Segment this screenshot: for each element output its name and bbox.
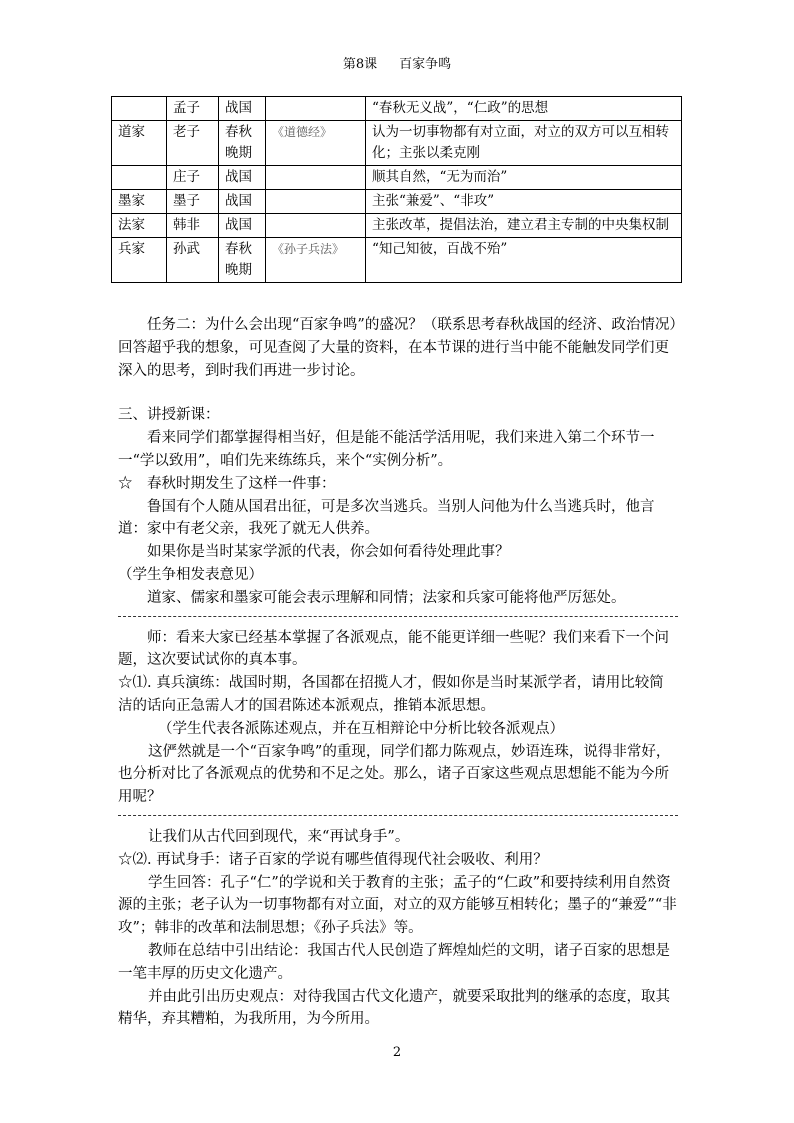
paragraph: 看来同学们都掌握得相当好，但是能不能活学活用呢，我们来进入第二个环节一一“学以致用”，咱们先来练练兵，来个“实例分析”。 xyxy=(118,430,655,469)
era-cell: 战国 xyxy=(219,166,266,190)
view-cell: 主张“兼爱”、“非攻” xyxy=(366,190,682,214)
paragraph: （学生争相发表意见） xyxy=(118,566,263,583)
paragraph: 让我们从古代回到现代，来“再试身手”。 xyxy=(148,828,410,845)
person-cell: 墨子 xyxy=(167,190,219,214)
school-cell: 兵家 xyxy=(112,238,167,283)
table-row xyxy=(112,121,682,166)
view-cell: “春秋无义战”，“仁政”的思想 xyxy=(366,97,682,121)
person-cell: 孙武 xyxy=(167,238,219,283)
paragraph: ☆ 春秋时期发生了这样一件事： xyxy=(118,475,336,492)
view-cell: 主张改革，提倡法治，建立君主专制的中央集权制 xyxy=(366,214,682,238)
page-header xyxy=(0,53,794,72)
paragraph: （学生代表各派陈述观点，并在互相辩论中分析比较各派观点） xyxy=(158,720,564,737)
schools-table xyxy=(111,96,682,283)
paragraph: 并由此引出历史观点：对待我国古代文化遗产，就要采取批判的继承的态度，取其精华，弃其糟粕，为我所用，为今所用。 xyxy=(118,988,670,1028)
era-cell: 春秋晚期 xyxy=(219,238,266,283)
lesson-number: 第8课 xyxy=(342,57,378,72)
section3-heading: 三、讲授新课： xyxy=(118,407,220,424)
person-cell: 孟子 xyxy=(167,97,219,121)
paragraph: 这俨然就是一个“百家争鸣”的重现，同学们都力陈观点，妙语连珠，说得非常好，也分析对比了各派观点的优势和不足之处。那么，诸子百家这些观点思想能不能为今所用呢？ xyxy=(118,743,671,806)
book-cell xyxy=(266,166,366,190)
book-cell xyxy=(266,190,366,214)
school-cell xyxy=(112,166,167,190)
paragraph: 如果你是当时某家学派的代表，你会如何看待处理此事？ xyxy=(147,544,510,561)
paragraph: 师：看来大家已经基本掌握了各派观点，能不能更详细一些呢？我们来看下一个问题，这次要试试你的真本事。 xyxy=(118,629,669,669)
era-cell: 战国 xyxy=(219,190,266,214)
book-cell: 《孙子兵法》 xyxy=(266,238,366,283)
book-cell: 《道德经》 xyxy=(266,121,366,166)
era-cell: 战国 xyxy=(219,214,266,238)
school-cell: 墨家 xyxy=(112,190,167,214)
page-number: 2 xyxy=(392,1045,402,1060)
task2-paragraph: 任务二：为什么会出现“百家争鸣”的盛况？（联系思考春秋战国的经济、政治情况） 回答超乎我的想象，可见查阅了大量的资料，在本节课的进行当中能不能触发同学们更深入的思考，到时我们再进一步讨论。 xyxy=(118,317,692,379)
school-cell: 道家 xyxy=(112,121,167,166)
paragraph: 鲁国有个人随从国君出征，可是多次当逃兵。当别人问他为什么当逃兵时，他言道：家中有老父亲，我死了就无人供养。 xyxy=(118,498,655,538)
book-cell xyxy=(266,97,366,121)
era-cell: 战国 xyxy=(219,97,266,121)
person-cell: 老子 xyxy=(167,121,219,166)
paragraph: ☆⑴. 真兵演练：战国时期，各国都在招揽人才，假如你是当时某派学者，请用比较简洁的话向正急需人才的国君陈述本派观点，推销本派思想。 xyxy=(118,675,664,714)
dashed-divider xyxy=(118,616,678,617)
table-row xyxy=(112,97,682,121)
table-row xyxy=(112,190,682,214)
paragraph: 教师在总结中引出结论：我国古代人民创造了辉煌灿烂的文明，诸子百家的思想是一笔丰厚的历史文化遗产。 xyxy=(118,942,670,982)
school-cell: 法家 xyxy=(112,214,167,238)
view-cell: “知己知彼，百战不殆” xyxy=(366,238,682,283)
table-row xyxy=(112,166,682,190)
paragraph: 道家、儒家和墨家可能会表示理解和同情；法家和兵家可能将他严厉惩处。 xyxy=(147,589,626,606)
book-cell xyxy=(266,214,366,238)
lesson-body xyxy=(118,314,692,1031)
era-cell: 春秋晚期 xyxy=(219,121,266,166)
dashed-divider xyxy=(118,815,678,816)
lesson-title: 百家争鸣 xyxy=(399,57,452,72)
person-cell: 庄子 xyxy=(167,166,219,190)
school-cell xyxy=(112,97,167,121)
view-cell: 认为一切事物都有对立面，对立的双方可以互相转化；主张以柔克刚 xyxy=(366,121,682,166)
paragraph: 学生回答：孔子“仁”的学说和关于教育的主张；孟子的“仁政”和要持续利用自然资源的主张；老子认为一切事物都有对立面，对立的双方能够互相转化；墨子的“兼爱”“非攻”；韩非的改革和法制思想；《孙子兵法》等。 xyxy=(118,874,677,937)
table-row xyxy=(112,238,682,283)
table-row xyxy=(112,214,682,238)
view-cell: 顺其自然，“无为而治” xyxy=(366,166,682,190)
person-cell: 韩非 xyxy=(167,214,219,238)
paragraph: ☆⑵. 再试身手：诸子百家的学说有哪些值得现代社会吸收、利用？ xyxy=(118,851,548,868)
